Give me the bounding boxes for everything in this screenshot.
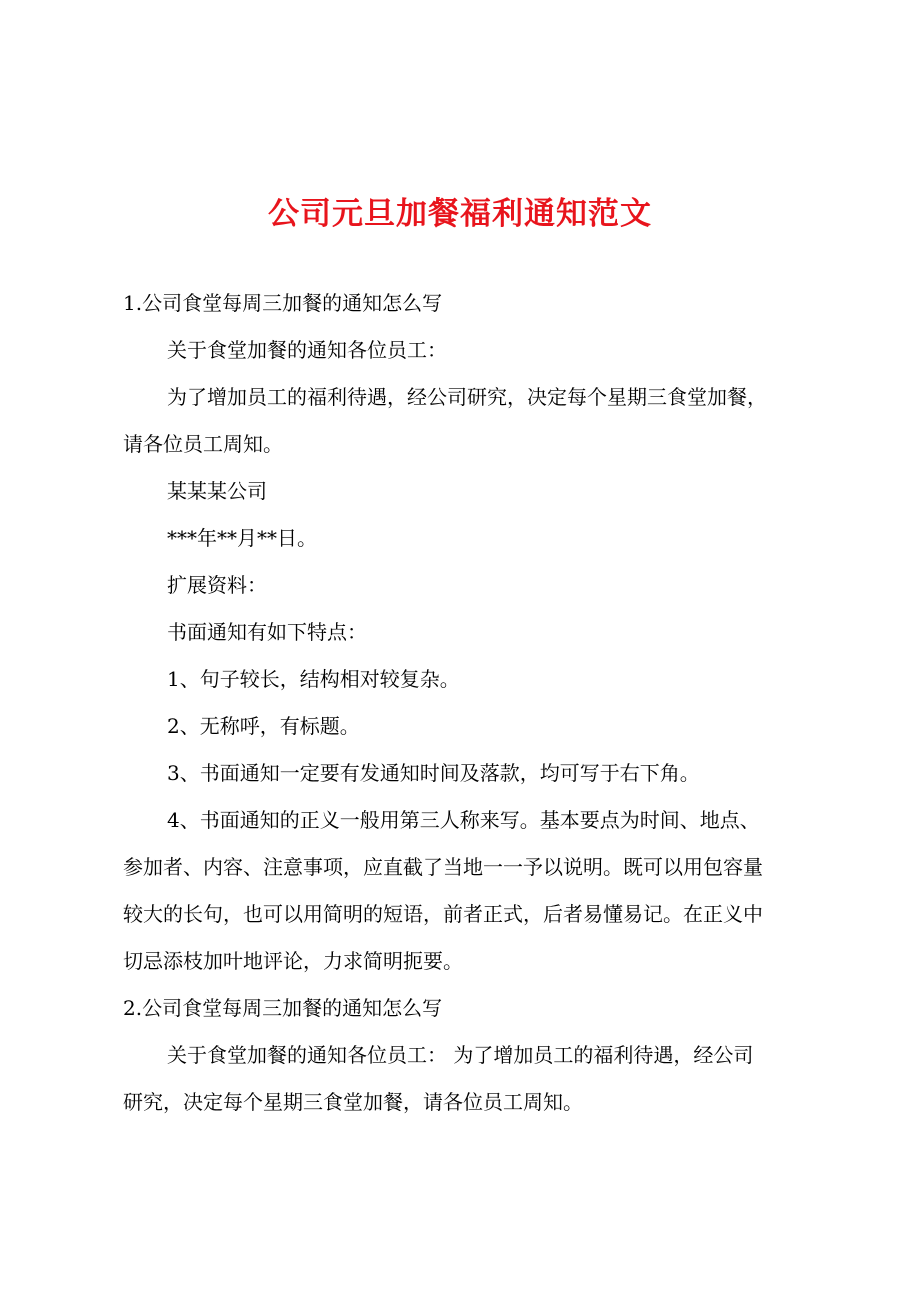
section-heading-2: 2.公司食堂每周三加餐的通知怎么写 (123, 996, 443, 1020)
document-body (123, 280, 823, 1126)
paragraph-line: 书面通知有如下特点： (167, 620, 367, 644)
paragraph-line: 关于食堂加餐的通知各位员工： (167, 338, 447, 362)
paragraph-line: 请各位员工周知。 (123, 432, 283, 456)
list-item: 4、书面通知的正义一般用第三人称来写。基本要点为时间、地点、 (167, 808, 760, 832)
paragraph-line: 扩展资料： (167, 573, 267, 597)
section-heading-1: 1.公司食堂每周三加餐的通知怎么写 (123, 291, 443, 315)
signature-date: ***年**月**日。 (167, 526, 317, 550)
paragraph-line: 关于食堂加餐的通知各位员工： 为了增加员工的福利待遇，经公司 (167, 1043, 754, 1067)
paragraph-line: 参加者、内容、注意事项，应直截了当地一一予以说明。既可以用包容量 (123, 855, 763, 879)
list-item: 3、书面通知一定要有发通知时间及落款，均可写于右下角。 (167, 761, 700, 785)
document-title: 公司元旦加餐福利通知范文 (268, 196, 652, 232)
signature-company: 某某某公司 (167, 479, 267, 503)
paragraph-line: 为了增加员工的福利待遇，经公司研究，决定每个星期三食堂加餐， (167, 385, 767, 409)
paragraph-line: 较大的长句，也可以用简明的短语，前者正式，后者易懂易记。在正义中 (123, 902, 763, 926)
paragraph-line: 切忌添枝加叶地评论，力求简明扼要。 (123, 949, 463, 973)
paragraph-line: 研究，决定每个星期三食堂加餐，请各位员工周知。 (123, 1090, 583, 1114)
list-item: 1、句子较长，结构相对较复杂。 (167, 667, 460, 691)
list-item: 2、无称呼，有标题。 (167, 714, 360, 738)
